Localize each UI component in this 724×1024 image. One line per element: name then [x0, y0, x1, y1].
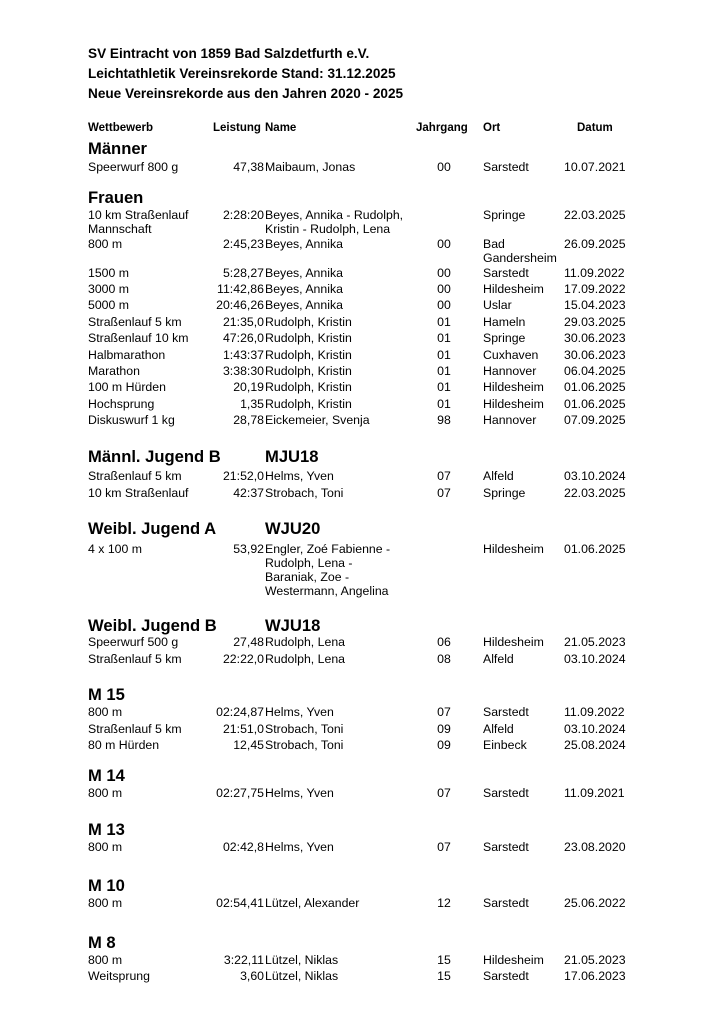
- record-result: 2:45,23: [222, 237, 264, 251]
- record-event: 800 m: [88, 786, 123, 800]
- record-name: Rudolph, Kristin: [265, 348, 352, 362]
- record-name: Rudolph, Lena -: [265, 556, 353, 570]
- record-date: 26.09.2025: [564, 237, 626, 251]
- section-title: M 8: [88, 933, 116, 952]
- record-result: 3:22,11: [223, 953, 264, 967]
- record-event: 10 km Straßenlauf: [88, 486, 189, 500]
- record-place: Hameln: [483, 315, 526, 329]
- record-event: 3000 m: [88, 282, 130, 296]
- record-date: 03.10.2024: [564, 722, 626, 736]
- record-year: 01: [437, 380, 451, 394]
- record-name: Beyes, Annika: [265, 282, 343, 296]
- record-place: Sarstedt: [483, 266, 529, 280]
- record-result: 20,19: [233, 380, 264, 394]
- record-place: Sarstedt: [483, 705, 529, 719]
- record-name: Helms, Yven: [265, 786, 334, 800]
- record-place: Sarstedt: [483, 840, 529, 854]
- record-place: Einbeck: [483, 738, 527, 752]
- column-header-name: Name: [265, 122, 297, 134]
- column-header-event: Wettbewerb: [88, 122, 153, 134]
- record-name: Strobach, Toni: [265, 486, 344, 500]
- column-header-date: Datum: [577, 122, 613, 134]
- record-date: 25.08.2024: [564, 738, 626, 752]
- record-event: Mannschaft: [88, 222, 152, 236]
- record-result: 27,48: [233, 635, 264, 649]
- record-result: 1:43:37: [222, 348, 264, 362]
- section-title: Männer: [88, 139, 148, 158]
- record-name: Beyes, Annika: [265, 237, 343, 251]
- record-date: 22.03.2025: [564, 486, 626, 500]
- record-name: Rudolph, Kristin: [265, 315, 352, 329]
- record-event: 4 x 100 m: [88, 542, 142, 556]
- section-title: Männl. Jugend B: [88, 447, 221, 466]
- record-name: Lützel, Niklas: [265, 953, 339, 967]
- record-result: 02:54,41: [216, 896, 264, 910]
- record-name: Strobach, Toni: [265, 722, 344, 736]
- record-year: 01: [437, 348, 451, 362]
- header-line-2: Leichtathletik Vereinsrekorde Stand: 31.12.2025: [88, 66, 396, 81]
- column-header-place: Ort: [483, 122, 501, 134]
- record-year: 12: [437, 896, 451, 910]
- record-year: 07: [437, 705, 451, 719]
- record-place: Hildesheim: [483, 542, 544, 556]
- record-name: Helms, Yven: [265, 840, 334, 854]
- record-name: Eickemeier, Svenja: [265, 413, 370, 427]
- record-year: 07: [437, 786, 451, 800]
- record-name: Rudolph, Kristin: [265, 331, 352, 345]
- record-year: 00: [437, 237, 451, 251]
- record-place: Uslar: [483, 298, 512, 312]
- record-year: 09: [437, 722, 451, 736]
- record-date: 15.04.2023: [564, 298, 626, 312]
- record-result: 42:37: [233, 486, 264, 500]
- record-name: Maibaum, Jonas: [265, 160, 356, 174]
- record-result: 02:24,87: [216, 705, 264, 719]
- record-event: Straßenlauf 5 km: [88, 652, 182, 666]
- record-year: 00: [437, 282, 451, 296]
- record-name: Helms, Yven: [265, 469, 334, 483]
- record-year: 00: [437, 266, 451, 280]
- record-result: 1,35: [240, 397, 264, 411]
- record-date: 11.09.2021: [564, 786, 625, 800]
- record-year: 15: [437, 969, 451, 983]
- column-header-result: Leistung: [213, 122, 261, 134]
- record-date: 17.06.2023: [564, 969, 626, 983]
- section-title: Weibl. Jugend A: [88, 519, 217, 538]
- section-title: M 15: [88, 685, 125, 704]
- record-name: Engler, Zoé Fabienne -: [265, 542, 391, 556]
- record-date: 03.10.2024: [564, 469, 626, 483]
- record-result: 22:22,0: [222, 652, 264, 666]
- record-event: Speerwurf 800 g: [88, 160, 179, 174]
- record-place: Alfeld: [483, 652, 514, 666]
- record-name: Lützel, Alexander: [265, 896, 360, 910]
- record-place: Hildesheim: [483, 635, 544, 649]
- section-subtitle: WJU20: [265, 519, 321, 538]
- record-event: 100 m Hürden: [88, 380, 166, 394]
- record-name: Rudolph, Kristin: [265, 397, 352, 411]
- record-place: Cuxhaven: [483, 348, 539, 362]
- record-name: Baraniak, Zoe -: [265, 570, 350, 584]
- record-result: 21:35,0: [222, 315, 264, 329]
- header-line-1: SV Eintracht von 1859 Bad Salzdetfurth e.V.: [88, 46, 370, 61]
- record-event: 800 m: [88, 896, 123, 910]
- record-result: 53,92: [233, 542, 264, 556]
- record-place: Hildesheim: [483, 953, 544, 967]
- record-date: 23.08.2020: [564, 840, 626, 854]
- record-event: Hochsprung: [88, 397, 155, 411]
- record-place: Springe: [483, 486, 526, 500]
- record-result: 5:28,27: [222, 266, 264, 280]
- record-event: 800 m: [88, 840, 123, 854]
- record-place: Sarstedt: [483, 896, 529, 910]
- record-date: 10.07.2021: [564, 160, 626, 174]
- record-result: 3:38:30: [222, 364, 264, 378]
- record-date: 07.09.2025: [564, 413, 626, 427]
- record-event: Marathon: [88, 364, 140, 378]
- record-result: 20:46,26: [216, 298, 264, 312]
- record-date: 06.04.2025: [564, 364, 626, 378]
- record-result: 12,45: [233, 738, 264, 752]
- record-place: Alfeld: [483, 469, 514, 483]
- record-event: 800 m: [88, 237, 123, 251]
- record-name: Kristin - Rudolph, Lena: [265, 222, 391, 236]
- record-year: 01: [437, 364, 451, 378]
- record-name: Rudolph, Lena: [265, 652, 345, 666]
- column-header-year: Jahrgang: [416, 122, 468, 134]
- record-result: 2:28:20: [222, 208, 264, 222]
- record-place: Hildesheim: [483, 397, 544, 411]
- record-event: 80 m Hürden: [88, 738, 160, 752]
- record-event: Halbmarathon: [88, 348, 166, 362]
- record-result: 11:42,86: [217, 282, 264, 296]
- record-name: Lützel, Niklas: [265, 969, 339, 983]
- record-year: 09: [437, 738, 451, 752]
- record-date: 01.06.2025: [564, 380, 626, 394]
- record-date: 25.06.2022: [564, 896, 626, 910]
- record-place: Hannover: [483, 364, 537, 378]
- record-date: 22.03.2025: [564, 208, 626, 222]
- record-place: Sarstedt: [483, 160, 529, 174]
- record-name: Rudolph, Kristin: [265, 380, 352, 394]
- record-year: 01: [437, 331, 451, 345]
- record-name: Strobach, Toni: [265, 738, 344, 752]
- record-place: Sarstedt: [483, 969, 529, 983]
- record-result: 47:26,0: [222, 331, 264, 345]
- record-year: 00: [437, 160, 451, 174]
- header-line-3: Neue Vereinsrekorde aus den Jahren 2020 - 2025: [88, 86, 404, 101]
- record-event: 5000 m: [88, 298, 130, 312]
- record-result: 21:52,0: [222, 469, 264, 483]
- record-year: 07: [437, 840, 451, 854]
- record-name: Rudolph, Kristin: [265, 364, 352, 378]
- record-place: Bad: [483, 237, 505, 251]
- section-subtitle: MJU18: [265, 447, 319, 466]
- section-title: M 14: [88, 766, 125, 785]
- record-event: 800 m: [88, 705, 123, 719]
- record-date: 30.06.2023: [564, 348, 626, 362]
- record-event: Straßenlauf 5 km: [88, 315, 182, 329]
- record-date: 21.05.2023: [564, 953, 626, 967]
- record-date: 01.06.2025: [564, 542, 626, 556]
- record-date: 21.05.2023: [564, 635, 626, 649]
- record-result: 28,78: [233, 413, 264, 427]
- record-event: Straßenlauf 5 km: [88, 722, 182, 736]
- record-event: Speerwurf 500 g: [88, 635, 179, 649]
- record-place: Gandersheim: [483, 251, 557, 265]
- record-year: 01: [437, 397, 451, 411]
- record-date: 03.10.2024: [564, 652, 626, 666]
- record-result: 47,38: [233, 160, 264, 174]
- record-event: Diskuswurf 1 kg: [88, 413, 175, 427]
- record-date: 29.03.2025: [564, 315, 626, 329]
- record-name: Helms, Yven: [265, 705, 334, 719]
- record-date: 01.06.2025: [564, 397, 626, 411]
- record-date: 30.06.2023: [564, 331, 626, 345]
- record-name: Beyes, Annika: [265, 298, 343, 312]
- record-result: 3,60: [240, 969, 264, 983]
- record-event: 10 km Straßenlauf: [88, 208, 189, 222]
- record-year: 07: [437, 469, 451, 483]
- record-place: Sarstedt: [483, 786, 529, 800]
- record-event: Straßenlauf 5 km: [88, 469, 182, 483]
- record-place: Hildesheim: [483, 380, 544, 394]
- record-year: 06: [437, 635, 451, 649]
- record-year: 00: [437, 298, 451, 312]
- record-year: 07: [437, 486, 451, 500]
- record-name: Rudolph, Lena: [265, 635, 345, 649]
- record-place: Springe: [483, 331, 526, 345]
- record-event: Weitsprung: [88, 969, 150, 983]
- record-result: 21:51,0: [222, 722, 264, 736]
- record-place: Hildesheim: [483, 282, 544, 296]
- record-date: 11.09.2022: [564, 705, 625, 719]
- record-result: 02:27,75: [216, 786, 264, 800]
- record-name: Beyes, Annika - Rudolph,: [265, 208, 404, 222]
- record-name: Westermann, Angelina: [265, 584, 389, 598]
- record-date: 17.09.2022: [564, 282, 626, 296]
- section-title: Weibl. Jugend B: [88, 616, 217, 635]
- section-title: M 10: [88, 876, 125, 895]
- record-event: 800 m: [88, 953, 123, 967]
- record-date: 11.09.2022: [564, 266, 625, 280]
- section-title: M 13: [88, 820, 125, 839]
- record-event: 1500 m: [88, 266, 130, 280]
- record-event: Straßenlauf 10 km: [88, 331, 189, 345]
- record-year: 15: [437, 953, 451, 967]
- record-year: 98: [437, 413, 451, 427]
- record-place: Springe: [483, 208, 526, 222]
- record-name: Beyes, Annika: [265, 266, 343, 280]
- record-result: 02:42,8: [222, 840, 264, 854]
- section-subtitle: WJU18: [265, 616, 321, 635]
- record-year: 01: [437, 315, 451, 329]
- record-place: Hannover: [483, 413, 537, 427]
- record-year: 08: [437, 652, 451, 666]
- record-place: Alfeld: [483, 722, 514, 736]
- section-title: Frauen: [88, 188, 144, 207]
